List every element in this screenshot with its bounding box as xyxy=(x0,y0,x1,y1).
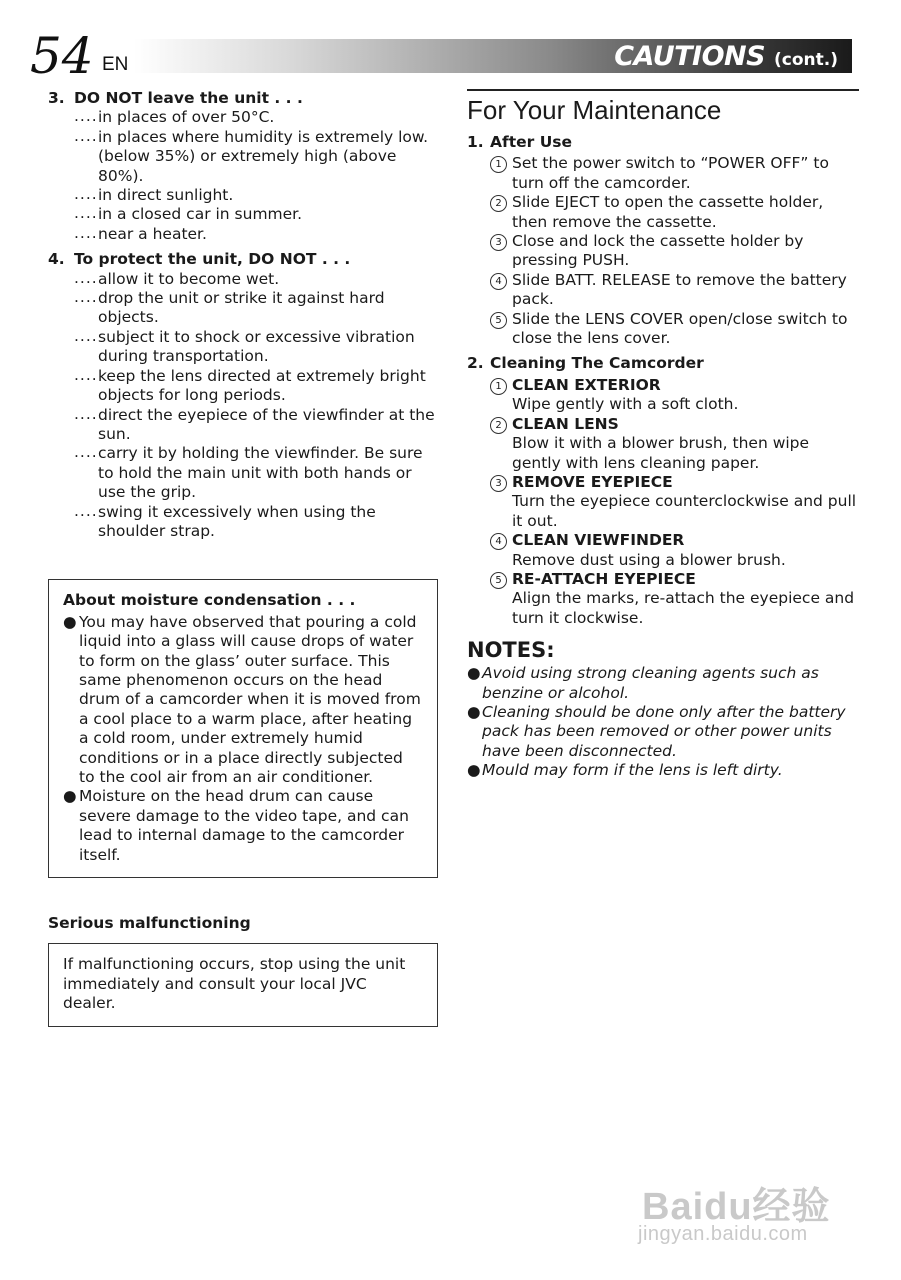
caution-item-3 xyxy=(48,89,438,244)
caution-item-heading xyxy=(48,89,438,108)
list-item: 4 Slide BATT. RELEASE to remove the battery pack. xyxy=(490,271,859,310)
malfunction-text: If malfunctioning occurs, stop using the unit immediately and consult your local JVC dealer. xyxy=(63,955,406,1013)
step-number-icon: 1 xyxy=(490,378,507,395)
list-item: 5 Slide the LENS COVER open/close switch to close the lens cover. xyxy=(490,310,859,349)
step-number-icon: 1 xyxy=(490,156,507,173)
list-item: .... in places where humidity is extremely low. (below 35%) or extremely high (above 80%). xyxy=(74,126,429,185)
step-number-icon: 4 xyxy=(490,533,507,550)
step-number-icon: 4 xyxy=(490,273,507,290)
list-item: 1 CLEAN EXTERIOR Wipe gently with a soft cloth. xyxy=(490,376,859,415)
step-number-icon: 5 xyxy=(490,572,507,589)
list-item: .... allow it to become wet. xyxy=(74,268,280,288)
list-item: ● Avoid using strong cleaning agents such as benzine or alcohol. xyxy=(467,664,819,702)
caution-item-heading xyxy=(48,250,438,269)
item-number: 1. xyxy=(467,133,484,151)
item-number: 3. xyxy=(48,89,65,107)
list-item: ● Mould may form if the lens is left dirty. xyxy=(467,761,783,780)
page-header xyxy=(30,27,856,85)
list-item: 4 CLEAN VIEWFINDER Remove dust using a blower brush. xyxy=(490,531,859,570)
header-bar xyxy=(134,39,852,73)
bullet-icon: ● xyxy=(467,664,481,683)
page-title-suffix: (cont.) xyxy=(774,50,838,70)
bullet-icon: ● xyxy=(63,787,77,806)
list-item: .... in a closed car in summer. xyxy=(74,204,303,224)
page-title-main: CAUTIONS xyxy=(614,41,766,72)
list-item: 3 REMOVE EYEPIECE Turn the eyepiece counterclockwise and pull it out. xyxy=(490,473,859,531)
caution-item-4 xyxy=(48,250,438,541)
right-column xyxy=(467,89,859,781)
page-title xyxy=(614,42,838,75)
list-item: .... drop the unit or strike it against hard objects. xyxy=(74,288,385,327)
item-title: To protect the unit, DO NOT . . . xyxy=(74,250,351,269)
moisture-condensation-box xyxy=(48,579,438,878)
list-item: .... direct the eyepiece of the viewfinder at the sun. xyxy=(74,404,435,443)
page-number: 54 xyxy=(30,27,94,85)
list-item: 2 Slide EJECT to open the cassette holder, then remove the cassette. xyxy=(490,193,859,232)
cleaning-heading: 2. Cleaning The Camcorder xyxy=(467,354,704,373)
baidu-watermark xyxy=(630,1175,870,1255)
list-item: .... swing it excessively when using the shoulder strap. xyxy=(74,501,376,540)
list-item: 2 CLEAN LENS Blow it with a blower brush, then wipe gently with lens cleaning paper. xyxy=(490,415,859,473)
list-item: ● Cleaning should be done only after the battery pack has been removed or other power units have been disconnected. xyxy=(467,702,846,760)
malfunction-box xyxy=(48,943,438,1026)
after-use-heading: 1. After Use xyxy=(467,133,573,151)
list-item: 1 Set the power switch to “POWER OFF” to turn off the camcorder. xyxy=(490,154,859,193)
malfunction-heading: Serious malfunctioning xyxy=(48,914,251,933)
notes-title: NOTES: xyxy=(467,638,555,663)
list-item: .... near a heater. xyxy=(74,223,207,243)
bullet-icon: ● xyxy=(63,612,77,631)
list-item: ● Moisture on the head drum can cause severe damage to the video tape, and can lead to internal damage to the camcorder itself. xyxy=(63,787,409,864)
list-item: 3 Close and lock the cassette holder by pressing PUSH. xyxy=(490,232,859,271)
step-number-icon: 2 xyxy=(490,417,507,434)
watermark-logo: Baidu经验 xyxy=(642,1186,831,1228)
moisture-box-title: About moisture condensation . . . xyxy=(63,591,356,610)
list-item: .... in places of over 50°C. xyxy=(74,107,275,127)
item-number: 4. xyxy=(48,250,65,269)
watermark-url: jingyan.baidu.com xyxy=(638,1223,808,1245)
list-item: .... keep the lens directed at extremely bright objects for long periods. xyxy=(74,365,426,405)
left-column xyxy=(48,89,438,1027)
list-item: .... in direct sunlight. xyxy=(74,185,234,205)
list-item: 5 RE-ATTACH EYEPIECE Align the marks, re-attach the eyepiece and turn it clockwise. xyxy=(490,570,859,628)
bullet-icon: ● xyxy=(467,761,481,780)
list-item: ● You may have observed that pouring a cold liquid into a glass will cause drops of water to form on the glass’ outer surface. This same phenomenon occurs on the head drum of a camcorder when it is moved from a cool place to a warm place, after heating a cold room, under extremely humid conditions or in a place directly subjected to the cool air from an air conditioner. xyxy=(63,612,421,786)
after-use-section xyxy=(467,133,859,348)
step-number-icon: 3 xyxy=(490,234,507,251)
language-code: EN xyxy=(102,54,129,75)
step-number-icon: 3 xyxy=(490,475,507,492)
section-title: For Your Maintenance xyxy=(467,89,859,125)
step-number-icon: 5 xyxy=(490,312,507,329)
item-number: 2. xyxy=(467,354,484,373)
list-item: .... subject it to shock or excessive vibration during transportation. xyxy=(74,326,415,366)
list-item: .... carry it by holding the viewfinder. Be sure to hold the main unit with both hands or use the grip. xyxy=(74,443,423,502)
cleaning-section xyxy=(467,354,859,628)
bullet-icon: ● xyxy=(467,702,481,721)
item-title: DO NOT leave the unit . . . xyxy=(74,89,303,107)
step-number-icon: 2 xyxy=(490,195,507,212)
